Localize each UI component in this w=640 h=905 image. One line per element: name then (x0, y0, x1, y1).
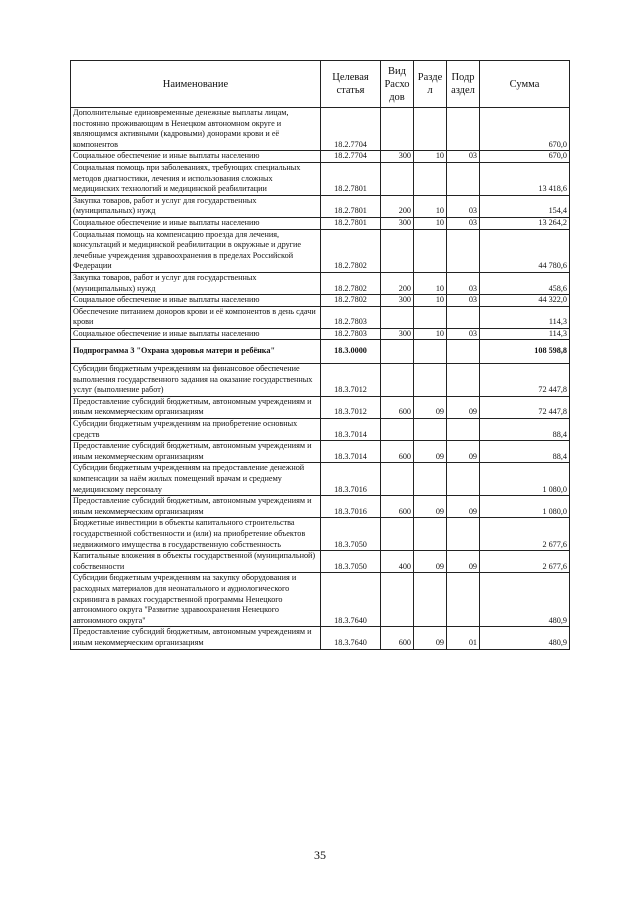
row-subsection (447, 229, 480, 272)
table-row (71, 396, 570, 418)
row-amount: 1 080,0 (480, 463, 570, 496)
row-name: Субсидии бюджетным учреждениям на приобретение основных средств (71, 419, 321, 441)
page-number: 35 (314, 848, 326, 862)
row-section (414, 463, 447, 496)
row-subsection (447, 364, 480, 397)
row-subsection: 03 (447, 195, 480, 217)
row-amount: 480,9 (480, 573, 570, 627)
table-row (71, 272, 570, 294)
row-target: 18.3.7012 (321, 364, 381, 397)
row-kind: 200 (381, 272, 414, 294)
row-section: 10 (414, 295, 447, 307)
row-subsection: 09 (447, 396, 480, 418)
row-name: Бюджетные инвестиции в объекты капитального строительства государственной собственности и (или) на приобретение объектов недвижимого имущества в государственную собственность (71, 518, 321, 551)
row-amount: 154,4 (480, 195, 570, 217)
row-kind (381, 162, 414, 195)
row-section (414, 364, 447, 397)
row-amount: 114,3 (480, 306, 570, 328)
row-target: 18.3.7016 (321, 463, 381, 496)
table-row (71, 496, 570, 518)
row-subsection: 03 (447, 295, 480, 307)
table-body (71, 108, 570, 650)
row-subsection: 03 (447, 217, 480, 229)
row-amount: 44 780,6 (480, 229, 570, 272)
row-subsection (447, 518, 480, 551)
row-section: 09 (414, 551, 447, 573)
row-name: Предоставление субсидий бюджетным, автономным учреждениям и иным некоммерческим организациям (71, 496, 321, 518)
row-section: 10 (414, 272, 447, 294)
row-name: Социальная помощь на компенсацию проезда для лечения, консультаций и медицинской реабилитации в окружные и другие лечебные учреждения здравоохранения в пределах Российской Федерации (71, 229, 321, 272)
row-section (414, 340, 447, 364)
row-amount: 13 418,6 (480, 162, 570, 195)
table-row (71, 195, 570, 217)
header-subsection: Подр аздел (447, 61, 480, 108)
row-kind (381, 340, 414, 364)
row-target: 18.2.7704 (321, 151, 381, 163)
table-row (71, 328, 570, 340)
row-name: Предоставление субсидий бюджетным, автономным учреждениям и иным некоммерческим организациям (71, 396, 321, 418)
row-amount: 114,3 (480, 328, 570, 340)
row-kind: 300 (381, 328, 414, 340)
row-amount: 44 322,0 (480, 295, 570, 307)
row-target: 18.2.7802 (321, 272, 381, 294)
row-subsection (447, 573, 480, 627)
row-target: 18.3.7016 (321, 496, 381, 518)
row-name: Субсидии бюджетным учреждениям на финансовое обеспечение выполнения государственного задания на оказание государственных услуг (выполнение работ) (71, 364, 321, 397)
row-subsection (447, 419, 480, 441)
row-target: 18.3.7014 (321, 441, 381, 463)
row-subsection (447, 306, 480, 328)
row-amount: 2 677,6 (480, 518, 570, 551)
row-name: Закупка товаров, работ и услуг для государственных (муниципальных) нужд (71, 272, 321, 294)
row-section (414, 162, 447, 195)
table-row (71, 551, 570, 573)
row-name: Предоставление субсидий бюджетным, автономным учреждениям и иным некоммерческим организациям (71, 627, 321, 649)
row-kind (381, 108, 414, 151)
row-target: 18.3.7640 (321, 627, 381, 649)
row-section: 10 (414, 195, 447, 217)
row-subsection (447, 162, 480, 195)
row-kind: 300 (381, 295, 414, 307)
row-subsection: 09 (447, 441, 480, 463)
row-section (414, 108, 447, 151)
budget-table (70, 60, 570, 650)
row-section (414, 229, 447, 272)
row-name: Подпрограмма 3 "Охрана здоровья матери и ребёнка" (71, 340, 321, 364)
row-name: Предоставление субсидий бюджетным, автономным учреждениям и иным некоммерческим организациям (71, 441, 321, 463)
header-kind: Вид Расхо дов (381, 61, 414, 108)
row-target: 18.2.7802 (321, 229, 381, 272)
row-section (414, 306, 447, 328)
row-kind: 300 (381, 151, 414, 163)
row-name: Социальное обеспечение и иные выплаты населению (71, 328, 321, 340)
table-row (71, 627, 570, 649)
row-kind: 600 (381, 441, 414, 463)
row-amount: 670,0 (480, 151, 570, 163)
row-subsection: 03 (447, 272, 480, 294)
header-target: Целевая статья (321, 61, 381, 108)
table-row (71, 295, 570, 307)
row-section (414, 518, 447, 551)
row-kind (381, 518, 414, 551)
row-kind: 200 (381, 195, 414, 217)
row-amount: 13 264,2 (480, 217, 570, 229)
row-target: 18.3.0000 (321, 340, 381, 364)
table-row (71, 463, 570, 496)
row-kind (381, 573, 414, 627)
row-target: 18.2.7801 (321, 195, 381, 217)
row-target: 18.3.7012 (321, 396, 381, 418)
row-kind: 300 (381, 217, 414, 229)
row-subsection (447, 340, 480, 364)
row-amount: 1 080,0 (480, 496, 570, 518)
row-section (414, 573, 447, 627)
table-row (71, 340, 570, 364)
row-kind: 600 (381, 496, 414, 518)
row-amount: 72 447,8 (480, 396, 570, 418)
row-amount: 88,4 (480, 441, 570, 463)
row-kind (381, 229, 414, 272)
row-amount: 670,0 (480, 108, 570, 151)
row-target: 18.2.7704 (321, 108, 381, 151)
row-name: Социальное обеспечение и иные выплаты населению (71, 295, 321, 307)
row-kind (381, 306, 414, 328)
row-name: Обеспечение питанием доноров крови и её компонентов в день сдачи крови (71, 306, 321, 328)
table-row (71, 573, 570, 627)
row-target: 18.3.7014 (321, 419, 381, 441)
row-kind (381, 463, 414, 496)
row-kind: 600 (381, 396, 414, 418)
row-subsection: 03 (447, 151, 480, 163)
header-name: Наименование (71, 61, 321, 108)
row-name: Социальное обеспечение и иные выплаты населению (71, 217, 321, 229)
row-target: 18.2.7801 (321, 162, 381, 195)
table-row (71, 151, 570, 163)
row-kind (381, 419, 414, 441)
row-target: 18.2.7801 (321, 217, 381, 229)
row-section: 09 (414, 396, 447, 418)
table-row (71, 162, 570, 195)
row-target: 18.2.7803 (321, 328, 381, 340)
table-row (71, 364, 570, 397)
row-section: 09 (414, 441, 447, 463)
row-name: Социальная помощь при заболеваниях, требующих специальных методов диагностики, лечения и использования сложных медицинских технологий и медицинской реабилитации (71, 162, 321, 195)
row-section (414, 419, 447, 441)
row-section: 10 (414, 151, 447, 163)
document-page (70, 60, 569, 650)
row-target: 18.2.7803 (321, 306, 381, 328)
row-name: Закупка товаров, работ и услуг для государственных (муниципальных) нужд (71, 195, 321, 217)
table-row (71, 518, 570, 551)
row-kind: 600 (381, 627, 414, 649)
row-target: 18.3.7050 (321, 551, 381, 573)
row-subsection: 09 (447, 551, 480, 573)
table-row (71, 108, 570, 151)
row-section: 09 (414, 496, 447, 518)
table-row (71, 306, 570, 328)
table-row (71, 217, 570, 229)
row-target: 18.3.7640 (321, 573, 381, 627)
row-section: 10 (414, 328, 447, 340)
row-subsection: 01 (447, 627, 480, 649)
row-section: 10 (414, 217, 447, 229)
row-subsection (447, 463, 480, 496)
row-name: Социальное обеспечение и иные выплаты населению (71, 151, 321, 163)
row-amount: 108 598,8 (480, 340, 570, 364)
row-target: 18.2.7802 (321, 295, 381, 307)
row-kind (381, 364, 414, 397)
row-target: 18.3.7050 (321, 518, 381, 551)
header-amount: Сумма (480, 61, 570, 108)
row-amount: 88,4 (480, 419, 570, 441)
row-name: Субсидии бюджетным учреждениям на предоставление денежной компенсации за наём жилых помещений врачам и среднему медицинскому персоналу (71, 463, 321, 496)
row-subsection (447, 108, 480, 151)
row-name: Дополнительные единовременные денежные выплаты лицам, постоянно проживающим в Ненецком автономном округе и являющимся активными (кадровыми) донорами крови и её компонентов (71, 108, 321, 151)
table-row (71, 441, 570, 463)
row-amount: 72 447,8 (480, 364, 570, 397)
row-name: Капитальные вложения в объекты государственной (муниципальной) собственности (71, 551, 321, 573)
header-section: Разде л (414, 61, 447, 108)
row-amount: 480,9 (480, 627, 570, 649)
row-name: Субсидии бюджетным учреждениям на закупку оборудования и расходных материалов для неонатального и аудиологического скрининга в рамках государственной программы Ненецкого автономного округа "Развитие здравоохранения Ненецкого автономного округа" (71, 573, 321, 627)
row-kind: 400 (381, 551, 414, 573)
table-header-row (71, 61, 570, 108)
row-amount: 2 677,6 (480, 551, 570, 573)
row-section: 09 (414, 627, 447, 649)
row-subsection: 09 (447, 496, 480, 518)
table-row (71, 419, 570, 441)
row-subsection: 03 (447, 328, 480, 340)
table-row (71, 229, 570, 272)
row-amount: 458,6 (480, 272, 570, 294)
